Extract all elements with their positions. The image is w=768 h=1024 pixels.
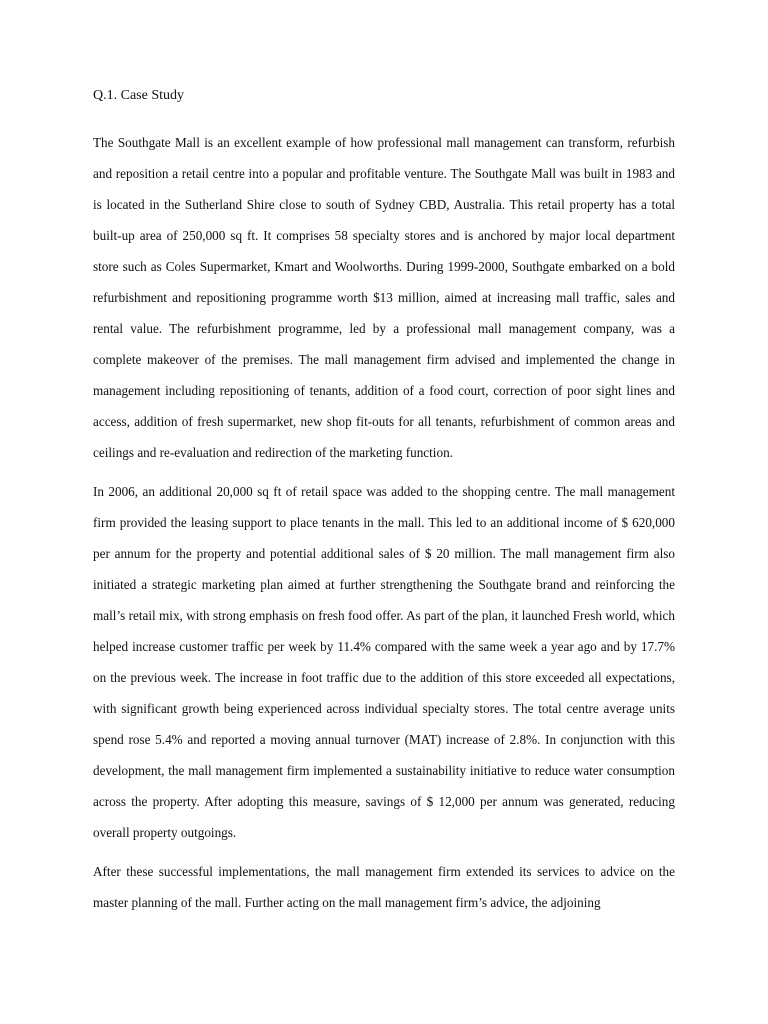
document-body: [93, 86, 675, 926]
paragraph-3: After these successful implementations, the mall management firm extended its services to advice on the master planning of the mall. Further acting on the mall management firm’s advice, the adjoining: [93, 864, 675, 910]
paragraph-2: In 2006, an additional 20,000 sq ft of retail space was added to the shopping centre. The mall management firm provided the leasing support to place tenants in the mall. This led to an additional income of $ 620,000 per annum for the property and potential additional sales of $ 20 million. The mall management firm also initiated a strategic marketing plan aimed at further strengthening the Southgate brand and reinforcing the mall’s retail mix, with strong emphasis on fresh food offer. As part of the plan, it launched Fresh world, which helped increase customer traffic per week by 11.4% compared with the same week a year ago and by 17.7% on the previous week. The increase in foot traffic due to the addition of this store exceeded all expectations, with significant growth being experienced across individual specialty stores. The total centre average units spend rose 5.4% and reported a moving annual turnover (MAT) increase of 2.8%. In conjunction with this development, the mall management firm implemented a sustainability initiative to reduce water consumption across the property. After adopting this measure, savings of $ 12,000 per annum was generated, reducing overall property outgoings.: [93, 484, 675, 840]
page-title: Q.1. Case Study: [93, 88, 184, 103]
paragraph-1: The Southgate Mall is an excellent example of how professional mall management can transform, refurbish and reposition a retail centre into a popular and profitable venture. The Southgate Mall was built in 1983 and is located in the Sutherland Shire close to south of Sydney CBD, Australia. This retail property has a total built-up area of 250,000 sq ft. It comprises 58 specialty stores and is anchored by major local department store such as Coles Supermarket, Kmart and Woolworths. During 1999-2000, Southgate embarked on a bold refurbishment and repositioning programme worth $13 million, aimed at increasing mall traffic, sales and rental value. The refurbishment programme, led by a professional mall management company, was a complete makeover of the premises. The mall management firm advised and implemented the change in management including repositioning of tenants, addition of a food court, correction of poor sight lines and access, addition of fresh supermarket, new shop fit-outs for all tenants, refurbishment of common areas and ceilings and re-evaluation and redirection of the marketing function.: [93, 135, 675, 460]
